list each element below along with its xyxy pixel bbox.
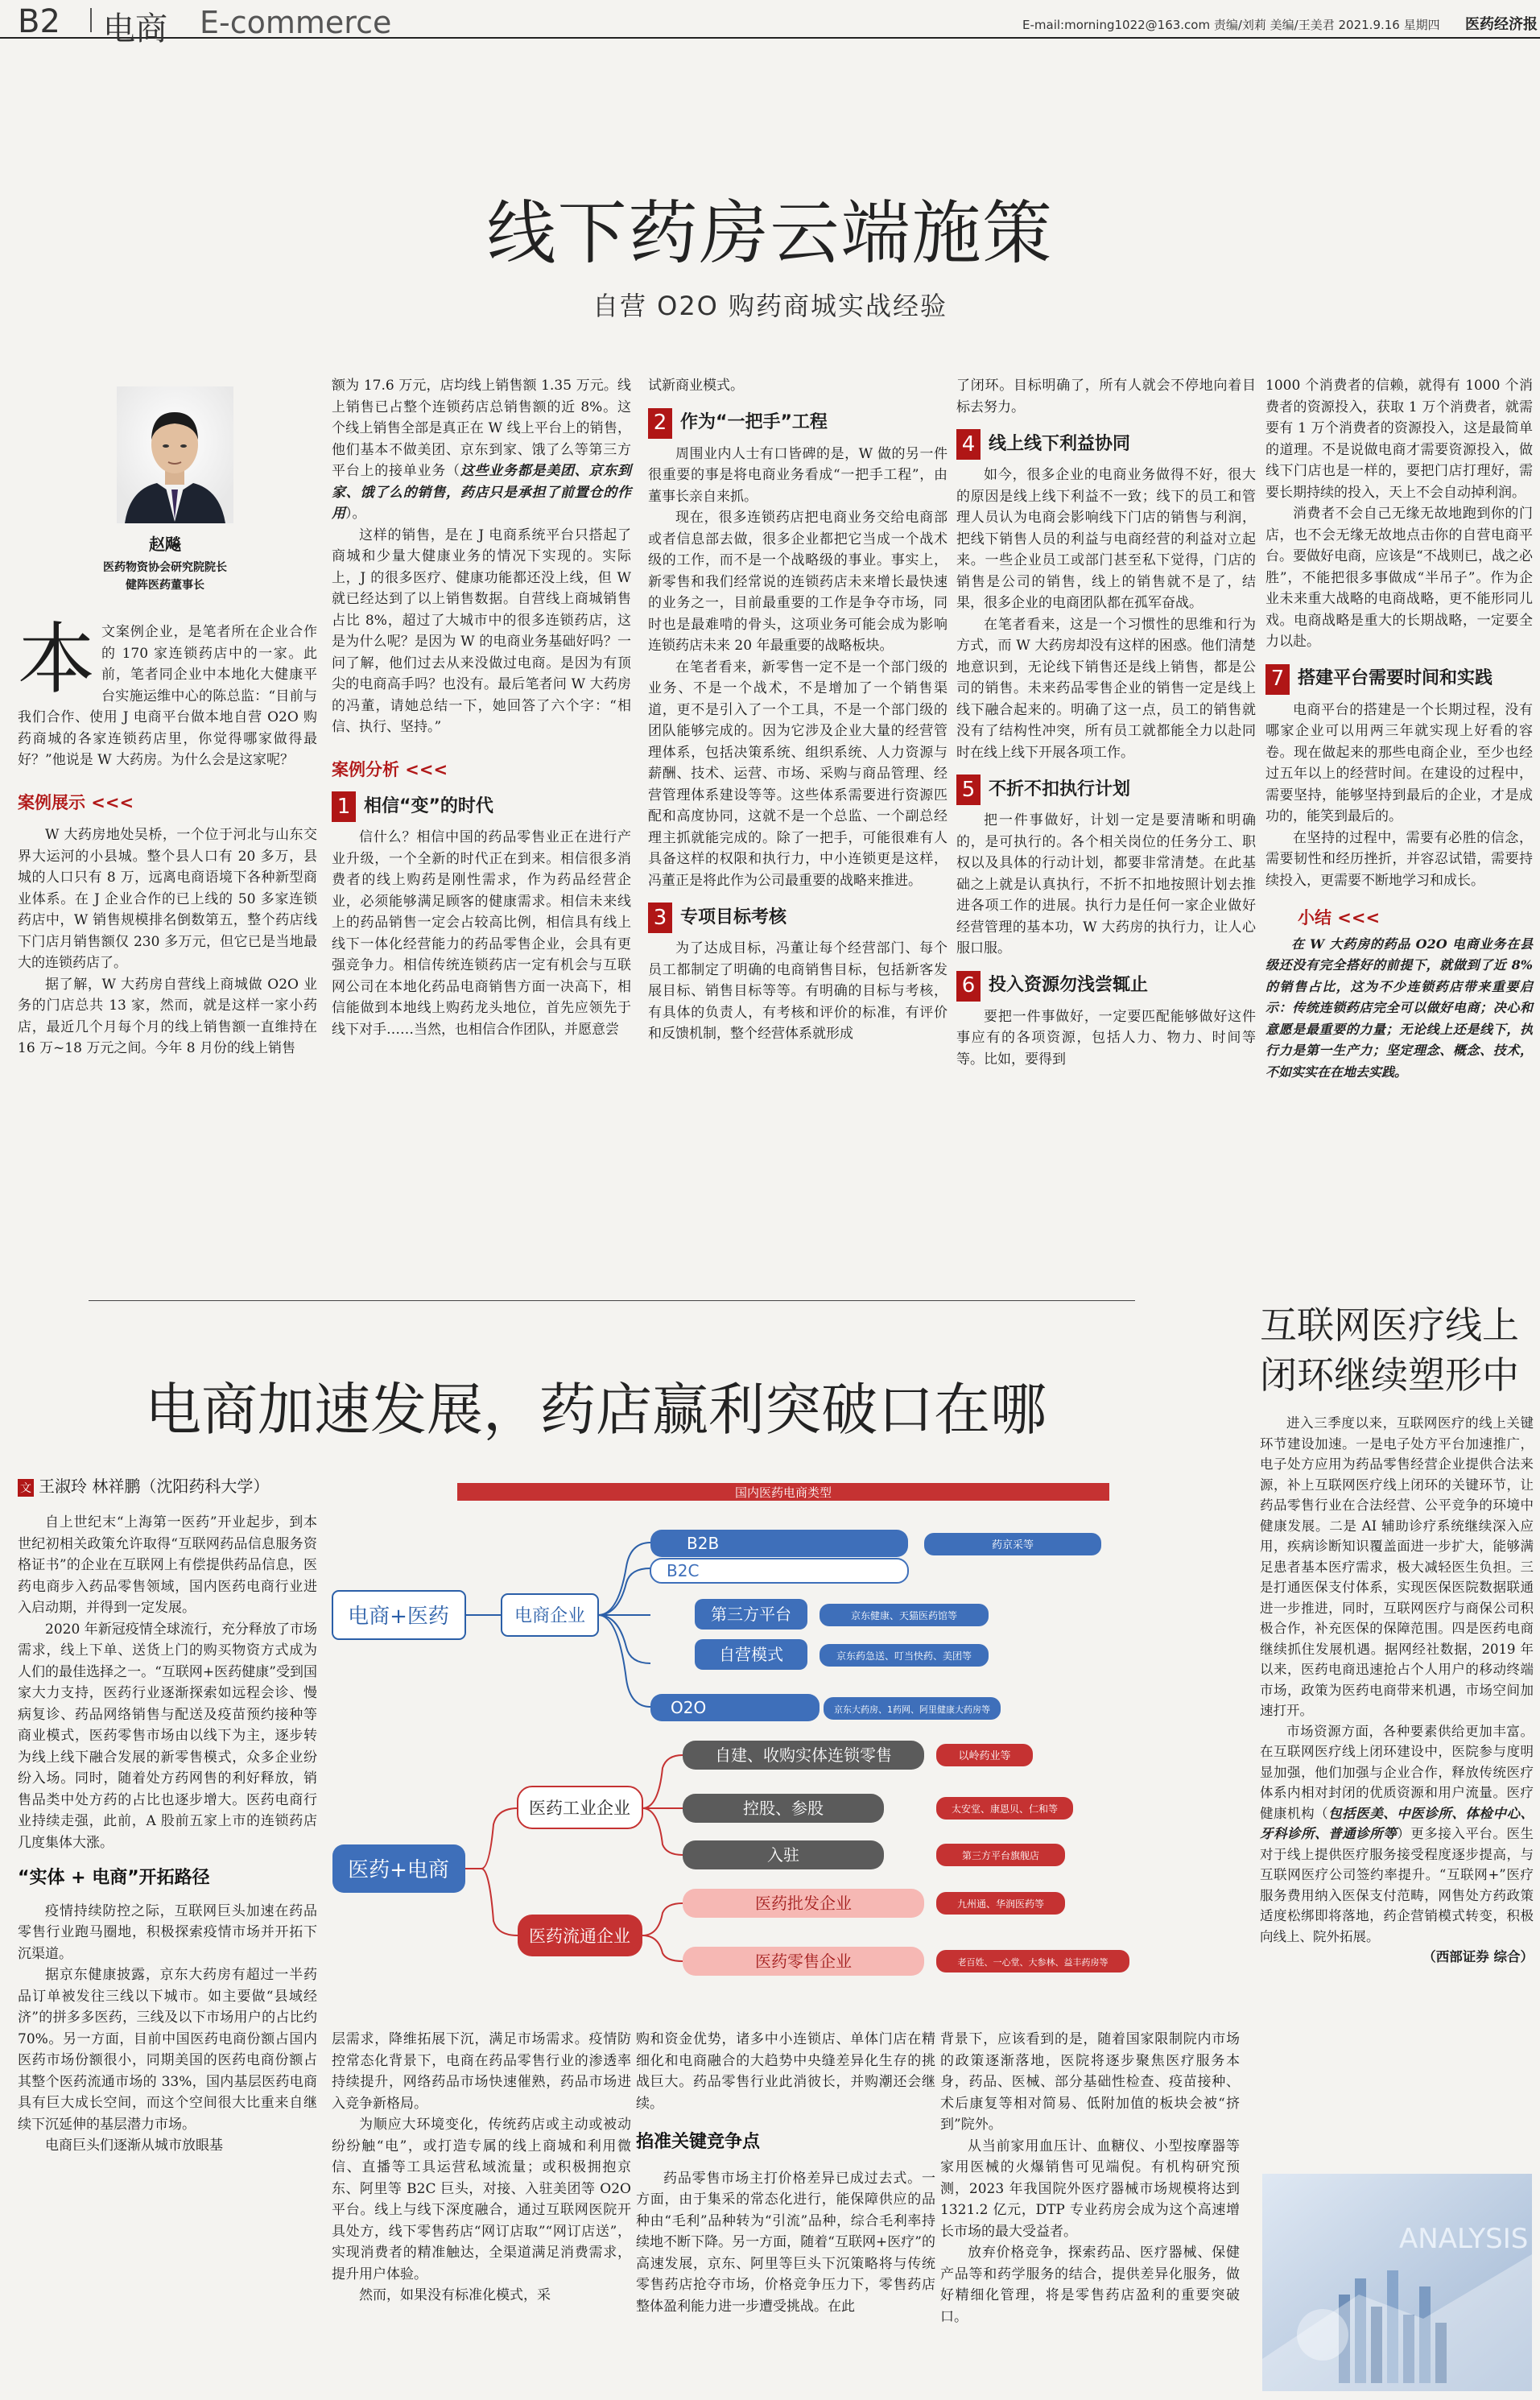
node-label: 控股、参股 <box>743 1799 824 1818</box>
paragraph: 层需求，降维拓展下沉，满足市场需求。疫情防控常态化背景下，电商在药品零售行业的渗透率持续提升，网络药品市场快速催熟，药品市场进入竞争新格局。 <box>332 2031 631 2112</box>
example-label: 京东药急送、叮当快药、美团等 <box>836 1650 972 1662</box>
paragraph: 现在，很多连锁药店把电商业务交给电商部或者信息部去做，很多企业都把它当成一个战术级的工作，而不是一个战略级的事业。事实上，新零售和我们经常说的连锁药店未来增长最快速的业务之一，目前最重要的工作是争夺市场，同时也是最难啃的骨头，这项业务可能会成为影响连锁药店未来 20 年最重要的战略板块。 <box>648 510 948 654</box>
paragraph: 电商平台的搭建是一个长期过程，没有哪家企业可以用两三年就实现上好看的容卷。现在做起来的那些电商企业，至少也经过五年以上的经营时间。在建设的过程中，需要坚持，能够坚持到最后的企业，才是成功的，能笑到最后的。 <box>1265 701 1533 824</box>
lead-paragraph: 文案例企业，是笔者所在企业合作的 170 家连锁药店中的一家。此前，笔者同企业中本地化大健康平台实施运维中心的陈总监：“目前与我们合作、使用 J 电商平台做本地自营 O2O 购药商城的各家连锁药店里，你觉得哪家做得最好？”他说是 W 大药房。为什么会是这家呢？ <box>18 624 317 768</box>
node-label: 医药零售企业 <box>755 1952 852 1971</box>
root-label: 医药+电商 <box>348 1858 449 1882</box>
node-label: 医药流通企业 <box>529 1927 630 1946</box>
portrait-image <box>117 386 233 523</box>
section-title: 不折不扣执行计划 <box>989 779 1131 799</box>
section-title: 投入资源勿浅尝辄止 <box>989 975 1149 996</box>
section-number: 3 <box>648 903 672 933</box>
paragraph: 额为 17.6 万元，店均线上销售额 1.35 万元。线上销售已占整个连锁药店总销售额的近 8%。这个线上销售全部是真正在 W 线上平台上的销售，他们基本不做美团、京东到家、饿了么等第三方平台上的接单业务（ <box>332 378 631 479</box>
ecommerce-types-diagram <box>328 1478 1246 2010</box>
article2-column-4 <box>940 2029 1240 2328</box>
paragraph: 周围业内人士有口皆碑的是，W 做的另一件很重要的事是将电商业务看成“一把手工程”，由董事长亲自来抓。 <box>648 445 948 505</box>
paragraph: 药品零售市场主打价格差异已成过去式。一方面，由于集采的常态化进行，能保障供应的品种由“毛利”品种转为“引流”品种，综合毛利率持续地不断下降。另一方面，随着“互联网+医疗”的高速发展，京东、阿里等巨头下沉策略将与传统零售药店抢夺市场，价格竞争压力下，零售药店整体盈利能力进一步遭受挑战。在此 <box>636 2170 935 2315</box>
article1-column-1 <box>18 614 317 1060</box>
author-name: 赵飚 <box>149 535 181 554</box>
section-number: 2 <box>648 408 672 439</box>
section-heading-3 <box>648 903 948 933</box>
paragraph: 自上世纪末“上海第一医药”开业起步，到本世纪初相关政策允许取得“互联网药品信息服务资格证书”的企业在互联网上有偿提供药品信息，医药电商步入药品零售领域，国内医药电商行业进入启动期，并得到一定发展。 <box>18 1514 317 1616</box>
section-heading-1 <box>332 791 631 822</box>
node-label: B2B <box>687 1534 720 1553</box>
example-label: 以岭药业等 <box>958 1750 1011 1762</box>
example-label: 京东大药房、1药网、阿里健康大药房等 <box>834 1704 990 1715</box>
example-label: 太安堂、康恩贝、仁和等 <box>951 1803 1059 1815</box>
example-label: 老百姓、一心堂、大参林、益丰药房等 <box>957 1957 1109 1968</box>
paragraph: 如今，很多企业的电商业务做得不好，很大的原因是线上线下利益不一致；线下的员工和管理人员认为电商会影响线下门店的销售与利润，把线下销售人员的利益与电商经营的利益对立起来。一些企业员工或部门甚至私下觉得，门店的销售是公司的销售，线上的销售就不是了，结果，很多企业的电商团队都在孤军奋战。 <box>956 467 1256 611</box>
article1-column-2 <box>332 375 631 1040</box>
paragraph: 在笔者看来，新零售一定不是一个部门级的业务、不是一个战术，不是增加了一个销售渠道，更不是引入了一个工具，不是一个部门级的团队能够完成的。因为它涉及企业大量的经营管理体系，包括决策系统、组织系统、人力资源与薪酬、技术、运营、市场、采购与商品管理、经营管理体系建设等等。这些体系需要进行资源匹配和高度协同，这就不是一个总监、一个副总经理主抓就能完成的。除了一把手，可能很难有人具备这样的权限和执行力，中小连锁更是这样，冯董正是将此作为公司最重要的战略来推进。 <box>648 659 948 889</box>
summary-paragraph: 在 W 大药房的药品 O2O 电商业务在县级还没有完全搭好的前提下，就做到了近 8%的销售占比，这为不少连锁药店带来重要启示：传统连锁药店完全可以做好电商；决心和意愿是最重要的力量；无论线上还是线下，执行力是第一生产力；坚定理念、概念、技术，不如实实在在地去实践。 <box>1265 936 1533 1080</box>
case-kicker: 案例展示 <<< <box>18 792 134 812</box>
article1-subtitle: 自营 O2O 购药商城实战经验 <box>592 291 948 321</box>
article2-column-3 <box>636 2029 935 2317</box>
node-label: 第三方平台 <box>711 1605 791 1624</box>
node-label: O2O <box>671 1698 707 1717</box>
section-title: 搭建平台需要时间和实践 <box>1298 668 1493 689</box>
article3-column <box>1260 1413 1534 1968</box>
paragraph: 市场资源方面，各种要素供给更加丰富。在互联网医疗线上闭环建设中，医院参与度明显加强，他们加强与企业合作，释放传统医疗体系内相对封闭的优质资源和用户流量。医疗健康机构（ <box>1260 1723 1534 1821</box>
header-divider <box>90 8 92 32</box>
example-label: 京东健康、天猫医药馆等 <box>850 1610 958 1621</box>
section-name: 电商 <box>103 10 167 48</box>
summary-kicker: 小结 <<< <box>1298 908 1381 927</box>
article2-column-2 <box>332 2029 631 2307</box>
paragraph-note: 这些业务都是美团、京东到家、饿了么的销售，药店只是承担了前置仓的作用 <box>332 463 631 522</box>
article3-title: 互联网医疗线上闭环继续塑形中 <box>1260 1303 1519 1397</box>
header-meta: E-mail:morning1022@163.com 责编/刘莉 美编/王美君 2021.9.16 星期四 <box>1022 18 1440 32</box>
subheading-path: “实体 + 电商”开拓路径 <box>18 1868 210 1888</box>
paragraph: 然而，如果没有标准化模式，采 <box>359 2287 551 2303</box>
paragraph: 电商巨头们逐渐从城市放眼基 <box>45 2138 223 2154</box>
paragraph: 这样的销售，是在 J 电商系统平台只搭起了商城和少量大健康业务的情况下实现的。实际上，J 的很多医疗、健康功能都还没上线，但 W 就已经达到了以上销售数据。自营线上商城销售占比 8%，超过了大城市中的很多连锁药店，这是为什么呢？是因为 W 的电商业务基础好吗？一问了解，他们过去从来没做过电商。是因为有顶尖的电商高手吗？也没有。最后笔者问 W 大药房的冯董，请她总结一下，她回答了六个字：“相信、执行、坚持。” <box>332 527 631 735</box>
article1-column-4 <box>956 375 1256 1070</box>
paragraph: 为顺应大环境变化，传统药店或主动或被动纷纷触“电”，或打造专属的线上商城和利用微信、直播等工具运营私域流量；或积极拥抱京东、阿里等 B2C 巨头，对接、入驻美团等 O2O 平台。线上与线下深度融合，通过互联网医院开具处方，线下零售药店“网订店取”“网订店送”，实现消费者的精准触达，全渠道满足消费需求，提升用户体验。 <box>332 2117 631 2282</box>
paragraph-tail: ）更多接入平台。医生对于线上提供医疗服务接受程度逐步提高，与互联网医疗公司签约率提升。“互联网+”医疗服务费用纳入医保支付范畴，网售处方药政策适度松绑即将落地，药企营销模式转变，积极向线上、院外拓展。 <box>1260 1826 1534 1944</box>
paragraph: W 大药房地处吴桥，一个位于河北与山东交界大运河的小县城。整个县人口有 20 多万，县城的人口只有 8 万，远离电商语境下各种新型商业体系。在 J 企业合作的已上线的 50 多家连锁药店中，W 销售规模排名倒数第五，整个药店线下门店月销售额仅 230 多万元，但它已是当地最大的连锁药店了。 <box>18 827 317 971</box>
paragraph: 信什么？相信中国的药品零售业正在进行产业升级，一个全新的时代正在到来。相信很多消费者的线上购药是刚性需求，作为药品经营企业，必须能够满足顾客的健康需求。相信未来线上的药品销售一定会占较高比例，相信具有线上线下一体化经营能力的药品零售企业，会具有更强竞争力。相信传统连锁药店一定有机会与互联网公司在本地化药品电商销售方面一决高下，相信能做到本地线上购药龙头地位，首先应领先于线下对手……当然，也相信合作团队，并愿意尝 <box>332 829 631 1038</box>
section-title: 相信“变”的时代 <box>364 795 493 816</box>
byline-authors: 王淑玲 林祥鹏（沈阳药科大学） <box>39 1477 270 1496</box>
section-title: 线上线下利益协同 <box>989 433 1131 454</box>
paragraph: 了闭环。目标明确了，所有人就会不停地向着目标去努力。 <box>956 378 1256 415</box>
example-label: 第三方平台旗舰店 <box>961 1850 1040 1861</box>
author-role: 医药物资协会研究院院长 <box>103 561 227 574</box>
paragraph: 要把一件事做好，一定要匹配能够做好这件事应有的各项资源，包括人力、物力、时间等等。比如，要得到 <box>956 1008 1256 1068</box>
section-title: 专项目标考核 <box>680 907 787 927</box>
page-number: B2 <box>18 3 60 40</box>
article1-title: 线下药房云端施策 <box>486 193 1054 274</box>
paragraph: 从当前家用血压计、血糖仪、小型按摩器等家用医械的火爆销售可见端倪。有机构研究预测，2023 年我国院外医疗器械市场规模将达到 1321.2 亿元，DTP 专业药房会成为这个高速增长市场的最大受益者。 <box>940 2138 1240 2240</box>
article1-column-3 <box>648 375 948 1045</box>
paragraph-note: 包括医美、中医诊所、体检中心、牙科诊所、普通诊所等 <box>1260 1805 1534 1841</box>
paragraph: 据了解，W 大药房自营线上商城做 O2O 业务的门店总共 13 家，然而，就是这样一家小药店，最近几个月每个月的线上销售额一直维持在 16 万~18 万元之间。今年 8 月份的线上销售 <box>18 976 317 1056</box>
byline-tag: 文 <box>18 1479 34 1497</box>
section-heading-2 <box>648 408 948 439</box>
paragraph: 试新商业模式。 <box>648 378 744 394</box>
section-title: 作为“一把手”工程 <box>680 412 828 433</box>
example-label: 九州通、华润医药等 <box>956 1898 1045 1910</box>
article1-column-5 <box>1265 375 1533 1083</box>
analysis-kicker: 案例分析 <<< <box>332 759 448 779</box>
article2-byline <box>18 1473 269 1497</box>
paragraph: 疫情持续防控之际，互联网巨头加速在药品零售行业跑马圈地，积极探索疫情市场并开拓下沉渠道。 <box>18 1902 317 1962</box>
page-header <box>0 0 1540 48</box>
newspaper-logo: 医药经济报 <box>1465 16 1538 33</box>
paragraph: 1000 个消费者的信赖，就得有 1000 个消费者的资源投入，获取 1 万个消费者，就需要有 1 万个消费者的资源投入，这是最简单的道理。不是说做电商才需要资源投入，做线下门店也是一样的，要把门店打理好，需要长期持续的投入，天上不会自动掉利润。 <box>1265 378 1533 501</box>
node-label: 电商企业 <box>514 1606 586 1626</box>
example-label: 药京采等 <box>991 1539 1034 1551</box>
article2-column-1 <box>18 1512 317 2157</box>
node-label: 入驻 <box>767 1845 799 1865</box>
dropcap: 本 <box>18 614 95 704</box>
node-label: 医药工业企业 <box>529 1799 630 1818</box>
paragraph: 2020 年新冠疫情全球流行，充分释放了市场需求，线上下单、送货上门的购买物资方式成为人们的最佳选择之一。“互联网+医药健康”受到国家大力支持，医药行业逐渐探索如远程会诊、慢病复诊、药品网络销售与配送及疫苗预约接种等商业模式，医药零售市场由以线下为主，逐步转为线上线下融合发展的新零售模式，众多企业纷纷入场。同时，随着处方药网售的利好释放，销售品类中处方药的占比也逐步增大。医药电商行业持续走强，此前，A 股前五家上市的连锁药店几度集体大涨。 <box>18 1621 317 1851</box>
section-heading-6 <box>956 971 1256 1002</box>
section-number: 5 <box>956 775 981 805</box>
diagram-title: 国内医药电商类型 <box>734 1485 832 1500</box>
section-divider <box>89 1300 1135 1301</box>
node-label: 自建、收购实体连锁零售 <box>715 1745 892 1765</box>
paragraph: 在笔者看来，这是一个习惯性的思维和行为方式，而 W 大药房却没有这样的困惑。他们清楚地意识到，无论线下销售还是线上销售，都是公司的销售。未来药品零售企业的销售一定是线上线下融合起来的。明确了这一点，员工的销售就没有了结构性冲突，所有员工就都能全力以赴同时在线上线下开展各项工作。 <box>956 616 1256 761</box>
section-number: 4 <box>956 429 981 460</box>
node-label: 自营模式 <box>719 1645 783 1664</box>
paragraph: 放弃价格竞争，探索药品、医疗器械、保健产品等和药学服务的结合，提供差异化服务，做好精细化管理，将是零售药店盈利的重要突破口。 <box>940 2245 1240 2325</box>
node-label: B2C <box>667 1561 700 1580</box>
paragraph: 消费者不会自己无缘无故地跑到你的门店，也不会无缘无故地点击你的自营电商平台。要做好电商，应该是“不战则已，战之必胜”，不能把很多事做成“半吊子”。作为企业未来重大战略的电商战略，更不能形同儿戏。电商战略是重大的长期战略，一定要全力以赴。 <box>1265 506 1533 650</box>
section-number: 6 <box>956 971 981 1002</box>
paragraph: 购和资金优势，诸多中小连锁店、单体门店在精细化和电商融合的大趋势中央缝差异化生存的挑战巨大。药品零售行业此消彼长，并购潮还会继续。 <box>636 2031 935 2112</box>
paragraph: 进入三季度以来，互联网医疗的线上关键环节建设加速。一是电子处方平台加速推广，电子处方应用为药品零售经营企业提供合法来源，补上互联网医疗线上闭环的关键环节，让药品零售行业在合法经营、公平竞争的环境中健康发展。二是 AI 辅助诊疗系统继续深入应用，疾病诊断知识覆盖面进一步扩大，能够满足患者基本医疗需求，极大减轻医生负担。三是打通医保支付体系，实现医保医院数据联通进一步推进，同时，互联网医疗与商保公司积极合作，补充医保的保障范围。四是医药电商继续抓住发展机遇。据网经社数据，2019 年以来，医药电商迅速抢占个人用户的移动终端市场，政策为医药电商带来机遇，市场空间加速打开。 <box>1260 1415 1534 1718</box>
section-heading-7 <box>1265 664 1533 695</box>
paragraph: 背景下，应该看到的是，随着国家限制院内市场的政策逐渐落地，医院将逐步聚焦医疗服务本身，药品、医械、部分基础性检查、疫苗接种、术后康复等相对简易、低附加值的板块会被“挤到”院外。 <box>940 2031 1240 2133</box>
photo-watermark-text: ANALYSIS <box>1399 2223 1529 2255</box>
paragraph: 据京东健康披露，京东大药房有超过一半药品订单被发往三线以下城市。如主要做“县域经济”的拼多多医药，三线及以下市场用户的占比约 70%。另一方面，目前中国医药电商份额占国内医药市场份额很小，同期美国的医药电商份额占其整个医药流通市场的 33%，国内基层医药电商具有巨大成长空间，而这个空间很大比重来自继续下沉延伸的基层潜力市场。 <box>18 1967 317 2133</box>
paragraph-tail: ）。 <box>345 506 366 522</box>
source-credit: （西部证券 综合） <box>1422 1949 1534 1964</box>
paragraph: 在坚持的过程中，需要有必胜的信念，需要韧性和经历挫折，并容忍试错，需要持续投入，更需要不断地学习和成长。 <box>1265 829 1533 889</box>
root-label: 电商+医药 <box>348 1605 449 1629</box>
section-number: 1 <box>332 791 356 822</box>
paragraph: 把一件事做好，计划一定是要清晰和明确的，是可执行的。各个相关岗位的任务分工、职权以及具体的行动计划，都要非常清楚。在此基础之上就是认真执行，不折不扣地按照计划去推进各项工作的进展。执行力是任何一家企业做好经营管理的基本功，W 大药房的执行力，让人心服口服。 <box>956 812 1256 956</box>
section-heading-5 <box>956 775 1256 805</box>
section-name-en: E-commerce <box>200 5 392 40</box>
section-heading-4 <box>956 429 1256 460</box>
section-number: 7 <box>1265 664 1290 695</box>
node-label: 医药批发企业 <box>755 1894 852 1913</box>
paragraph: 为了达成目标，冯董让每个经营部门、每个员工都制定了明确的电商销售目标，包括新客发展目标、销售目标等等。有明确的目标与考核，有具体的负责人，有考核和评价的标准，有评价和反馈机制，整个经营体系就形成 <box>648 940 948 1042</box>
author-portrait <box>117 386 233 523</box>
article2-title: 电商加速发展，药店赢利突破口在哪 <box>145 1377 1047 1443</box>
author-role2: 健阵医药董事长 <box>126 579 204 592</box>
pie-graphic <box>1297 2309 1348 2361</box>
analysis-photo <box>1262 2174 1532 2391</box>
subheading-competition: 掐准关键竞争点 <box>636 2132 761 2152</box>
